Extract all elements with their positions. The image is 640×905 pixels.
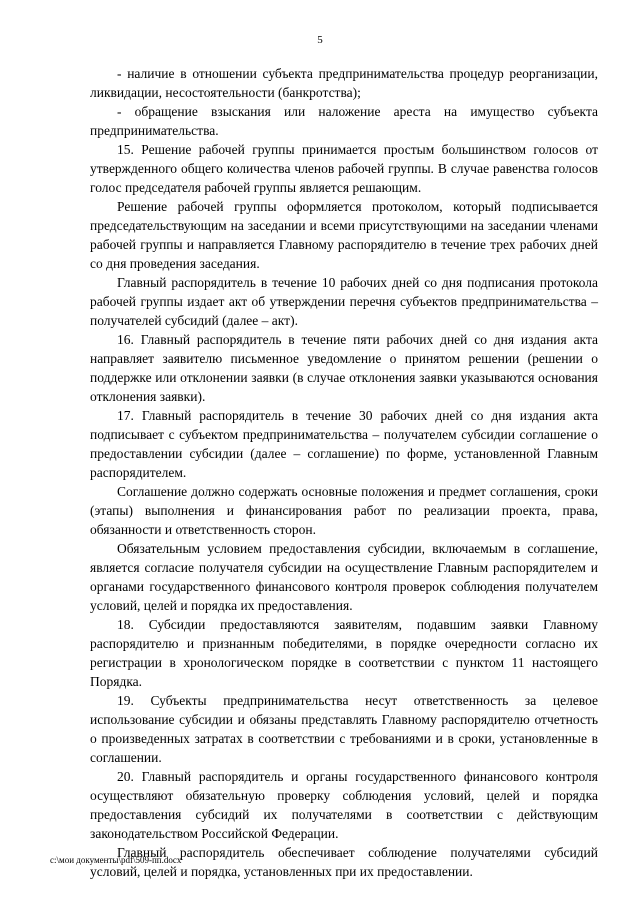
paragraph-act-issuance: Главный распорядитель в течение 10 рабочих дней со дня подписания протокола рабочей группы издает акт об утверждении перечня субъектов предпринимательства – получателей субсидий (далее – акт).	[90, 275, 598, 328]
paragraph-protocol: Решение рабочей группы оформляется протоколом, который подписывается председательствующим на заседании и всеми присутствующими на заседании членами рабочей группы и направляется Главному распорядителю в течение трех рабочих дней со дня проведения заседания.	[90, 199, 598, 271]
footer-file-path: c:\мои документы\pdf\509-пп.docx	[50, 855, 182, 865]
paragraph-18-subsidy-order: 18. Субсидии предоставляются заявителям, подавшим заявки Главному распорядителю и признанным победителями, в порядке очередности согласно их регистрации в хронологическом порядке в соответствии с пунктом 11 настоящего Порядка.	[90, 617, 598, 689]
paragraph-mandatory-condition: Обязательным условием предоставления субсидии, включаемым в соглашение, является согласие получателя субсидии на осуществление Главным распорядителем и органами государственного финансового контроля проверок соблюдения получателем условий, целей и порядка их предоставления.	[90, 541, 598, 613]
paragraph-compliance: Главный распорядитель обеспечивает соблюдение получателями субсидий условий, целей и порядка, установленных при их предоставлении.	[90, 845, 598, 879]
paragraph-16-notification: 16. Главный распорядитель в течение пяти рабочих дней со дня издания акта направляет заявителю письменное уведомление о принятом решении (решении о поддержке или отклонении заявки (в случае отклонения заявки указываются основания отклонения заявки).	[90, 332, 598, 404]
paragraph-19-responsibility: 19. Субъекты предпринимательства несут ответственность за целевое использование субсидии и обязаны представлять Главному распорядителю отчетность о произведенных затратах в соответствии с требованиями и в сроки, установленные в соглашении.	[90, 693, 598, 765]
paragraph-agreement-contents: Соглашение должно содержать основные положения и предмет соглашения, сроки (этапы) выполнения и финансирования работ по реализации проекта, права, обязанности и ответственность сторон.	[90, 484, 598, 537]
document-body	[90, 64, 598, 881]
paragraph-bankruptcy-clause: - наличие в отношении субъекта предпринимательства процедур реорганизации, ликвидации, несостоятельности (банкротства);	[90, 66, 598, 100]
page-number: 5	[317, 34, 323, 46]
paragraph-15-working-group-decision: 15. Решение рабочей группы принимается простым большинством голосов от утвержденного общего количества членов рабочей группы. В случае равенства голосов голос председателя рабочей группы является решающим.	[90, 142, 598, 195]
paragraph-arrest-clause: - обращение взыскания или наложение ареста на имущество субъекта предпринимательства.	[90, 104, 598, 138]
paragraph-17-agreement: 17. Главный распорядитель в течение 30 рабочих дней со дня издания акта подписывает с субъектом предпринимательства – получателем субсидии соглашение о предоставлении субсидии (далее – соглашение) по форме, установленной Главным распорядителем.	[90, 408, 598, 480]
paragraph-20-audit: 20. Главный распорядитель и органы государственного финансового контроля осуществляют обязательную проверку соблюдения условий, целей и порядка предоставления субсидий их получателями в соответствии с действующим законодательством Российской Федерации.	[90, 769, 598, 841]
